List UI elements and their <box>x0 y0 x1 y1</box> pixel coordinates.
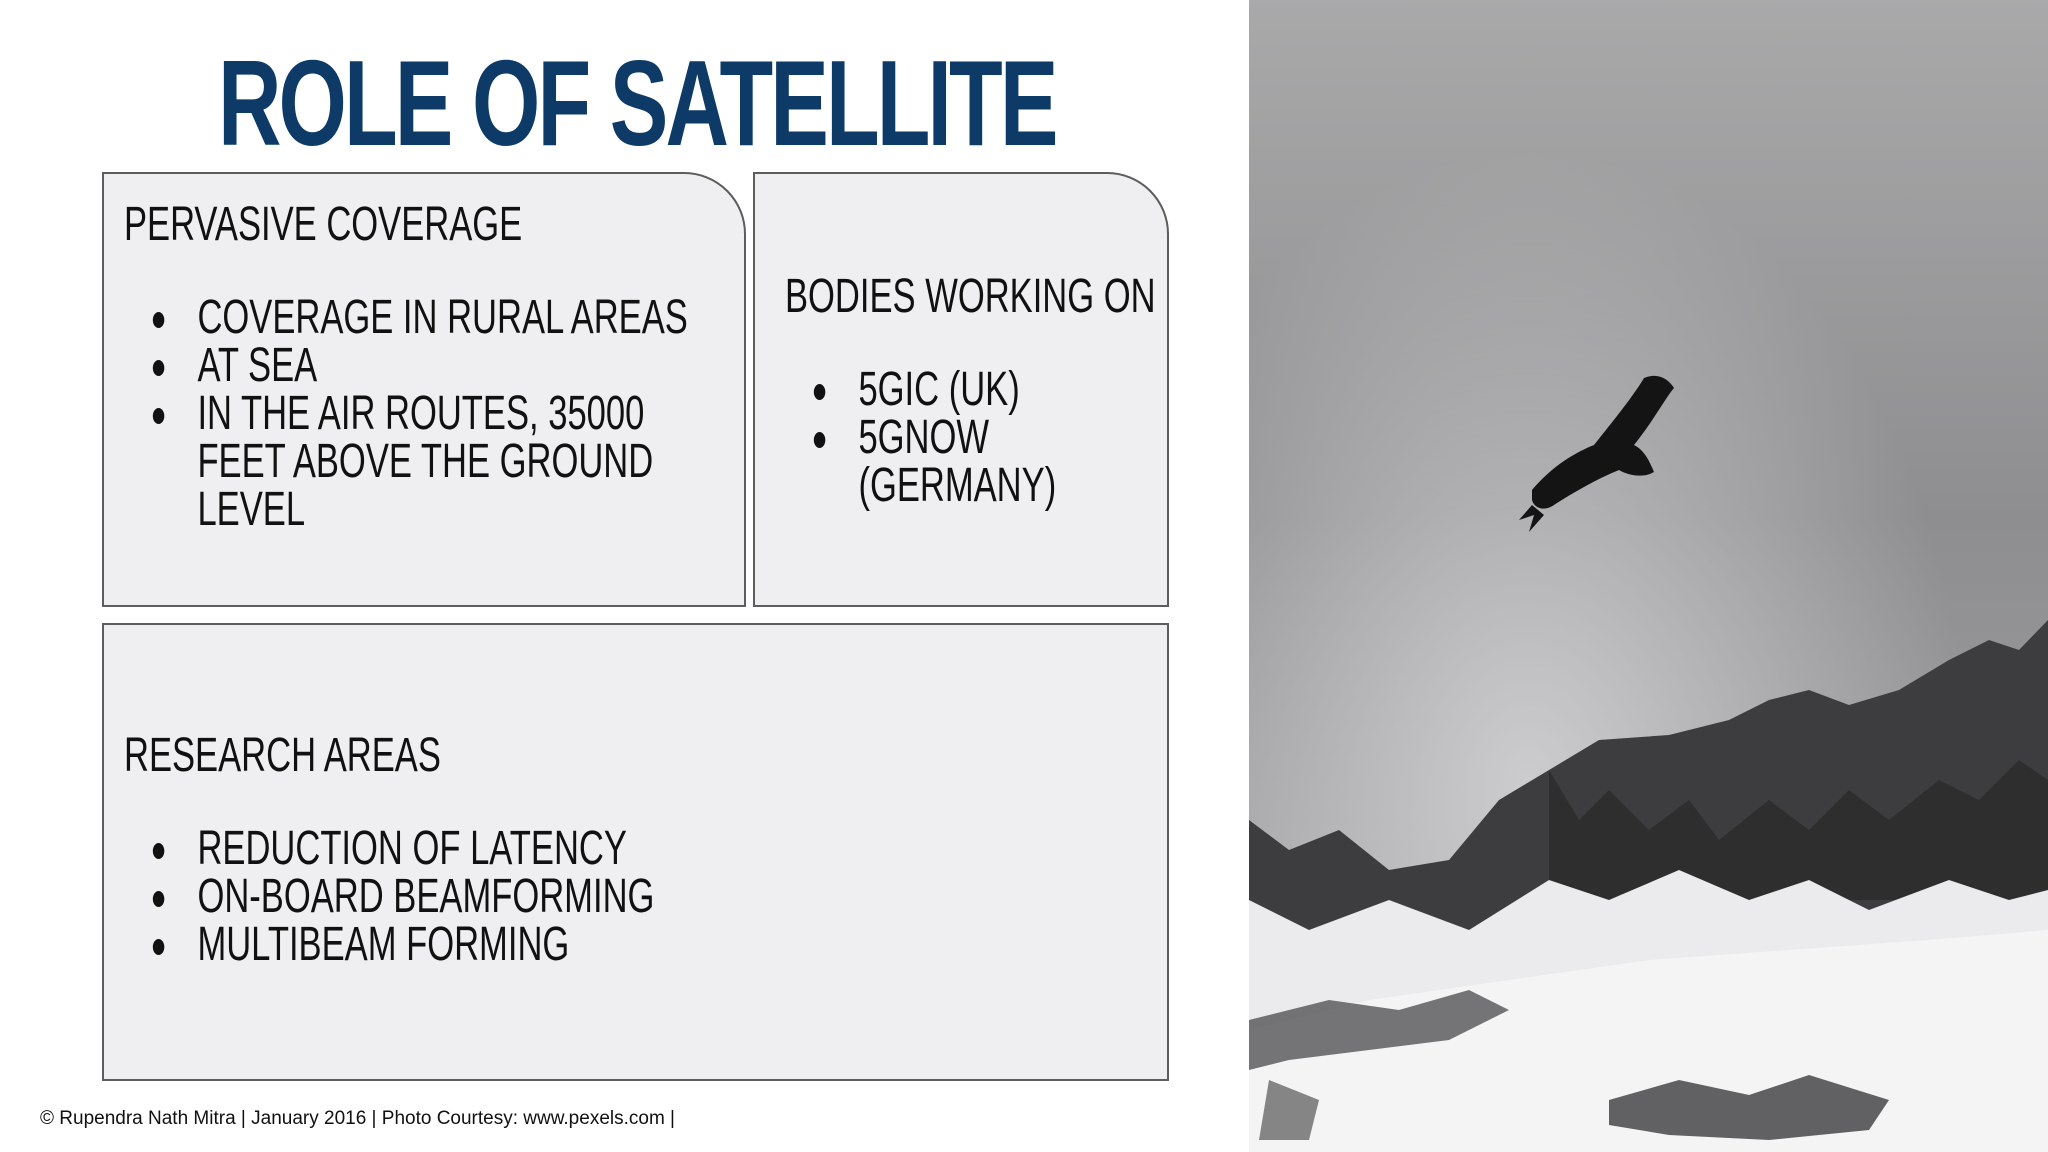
list-item-text: (GERMANY) <box>858 459 1057 512</box>
list-item <box>785 363 1056 416</box>
list-item-text: REDUCTION OF LATENCY <box>197 822 627 875</box>
list-item <box>124 339 688 392</box>
pervasive-coverage-card <box>102 172 746 607</box>
list-item-text: 5GNOW <box>858 411 990 464</box>
bodies-list <box>785 363 1057 512</box>
list-item <box>124 387 688 536</box>
slide-title: ROLE OF SATELLITE <box>218 35 1056 171</box>
list-item-text: COVERAGE IN RURAL AREAS <box>197 291 688 344</box>
footer-credit: © Rupendra Nath Mitra | January 2016 | Photo Courtesy: www.pexels.com | <box>40 1108 675 1129</box>
list-item <box>124 291 688 344</box>
list-item-text: LEVEL <box>197 483 306 536</box>
list-item <box>785 411 1057 512</box>
research-areas-card <box>102 623 1169 1081</box>
pervasive-coverage-heading: PERVASIVE COVERAGE <box>124 198 523 251</box>
list-item <box>124 870 655 923</box>
list-item-text: 5GIC (UK) <box>858 363 1020 416</box>
bodies-working-on-card <box>753 172 1169 607</box>
coverage-list <box>124 291 688 536</box>
list-item-text: IN THE AIR ROUTES, 35000 <box>197 387 645 440</box>
research-areas-heading: RESEARCH AREAS <box>124 729 441 782</box>
photo-illustration <box>1249 0 2048 1152</box>
list-item-text: AT SEA <box>197 339 318 392</box>
bird-mountain-photo <box>1249 0 2048 1152</box>
list-item-text: MULTIBEAM FORMING <box>197 918 570 971</box>
list-item-text: ON-BOARD BEAMFORMING <box>197 870 655 923</box>
research-list <box>124 822 655 971</box>
bodies-working-on-heading: BODIES WORKING ON <box>785 270 1156 323</box>
list-item <box>124 822 654 875</box>
list-item-text: FEET ABOVE THE GROUND <box>197 435 654 488</box>
list-item <box>124 918 654 971</box>
